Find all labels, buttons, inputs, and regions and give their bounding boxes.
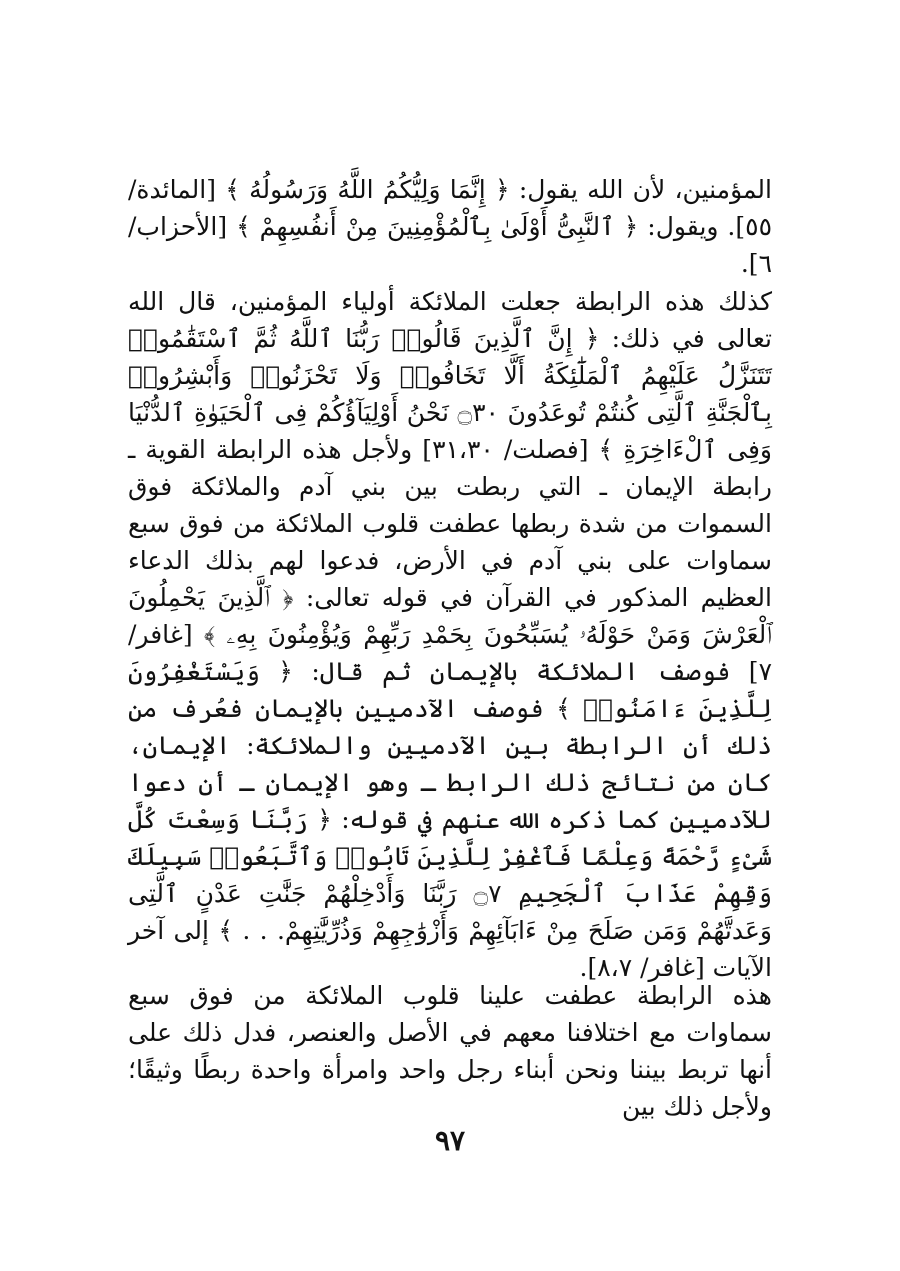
paragraph-2: كذلك هذه الرابطة جعلت الملائكة أولياء المؤمنين، قال الله تعالى في ذلك: ﴿ إِنَّ ٱلَّذِينَ قَالُوا۟ رَبُّنَا ٱللَّهُ ثُمَّ ٱسْتَقَٰمُوا۟ تَتَنَزَّلُ عَلَيْهِمُ ٱلْمَلَٰٓئِكَةُ أَلَّا تَخَافُوا۟ وَلَا تَحْزَنُوا۟ وَأَبْشِرُوا۟ بِٱلْجَنَّةِ ٱلَّتِى كُنتُمْ تُوعَدُونَ ۝٣٠ نَحْنُ أَوْلِيَآؤُكُمْ فِى ٱلْحَيَوٰةِ ٱلدُّنْيَا وَفِى ٱلْءَاخِرَةِ ﴾ [فصلت/ ٣١،٣٠] ولأجل هذه الرابطة القوية ـ رابطة الإيمان ـ التي ربطت بين بني آدم والملائكة فوق السموات من شدة ربطها عطفت قلوب الملائكة من فوق سبع سماوات على بني آدم في الأرض، فدعوا لهم بذلك الدعاء العظيم المذكور في القرآن في قوله تعالى: ﴿ ٱلَّذِينَ يَحْمِلُونَ ٱلْعَرْشَ وَمَنْ حَوْلَهُۥ يُسَبِّحُونَ بِحَمْدِ رَبِّهِمْ وَيُؤْمِنُونَ بِهِۦ ﴾ [غافر/ ٧] فوصف الملائكة بالإيمان ثم قال: ﴿ وَيَسْتَغْفِرُونَ لِلَّذِينَ ءَامَنُوا۟ ﴾ فوصف الآدميين بالإيمان فعُرف من ذلك أن الرابطة بين الآدميين والملائكة: الإيمان، كان من نتائج ذلك الرابط ـ وهو الإيمان ـ أن دعوا للآدميين كما ذكره الله عنهم في قوله: ﴿ رَبَّنَا وَسِعْتَ كُلَّ شَىْءٍ رَّحْمَةً وَعِلْمًا فَٱغْفِرْ لِلَّذِينَ تَابُوا۟ وَٱتَّبَعُوا۟ سَبِيلَكَ وَقِهِمْ عَذَابَ ٱلْجَحِيمِ ۝٧ رَبَّنَا وَأَدْخِلْهُمْ جَنَّٰتِ عَدْنٍ ٱلَّتِى وَعَدتَّهُمْ وَمَن صَلَحَ مِنْ ءَابَآئِهِمْ وَأَزْوَٰجِهِمْ وَذُرِّيَّٰتِهِمْ. . . ﴾ إلى آخر الآيات [غافر/ ٨،٧]. [128,287,773,982]
paragraph-1: المؤمنين، لأن الله يقول: ﴿ إِنَّمَا وَلِيُّكُمُ اللَّهُ وَرَسُولُهُ ﴾ [المائدة/ ٥٥]. ويقول: ﴿ ٱلنَّبِىُّ أَوْلَىٰ بِٱلْمُؤْمِنِينَ مِنْ أَنفُسِهِمْ ﴾ [الأحزاب/ ٦]. [128,175,772,278]
paragraph-3: هذه الرابطة عطفت علينا قلوب الملائكة من فوق سبع سماوات مع اختلافنا معهم في الأصل والعنصر، فدل ذلك على أنها تربط بيننا ونحن أبناء رجل واحد وامرأة واحدة ربطًا وثيقًا؛ ولأجل ذلك بين [128,981,772,1121]
page-number: ٩٧ [434,1124,466,1157]
